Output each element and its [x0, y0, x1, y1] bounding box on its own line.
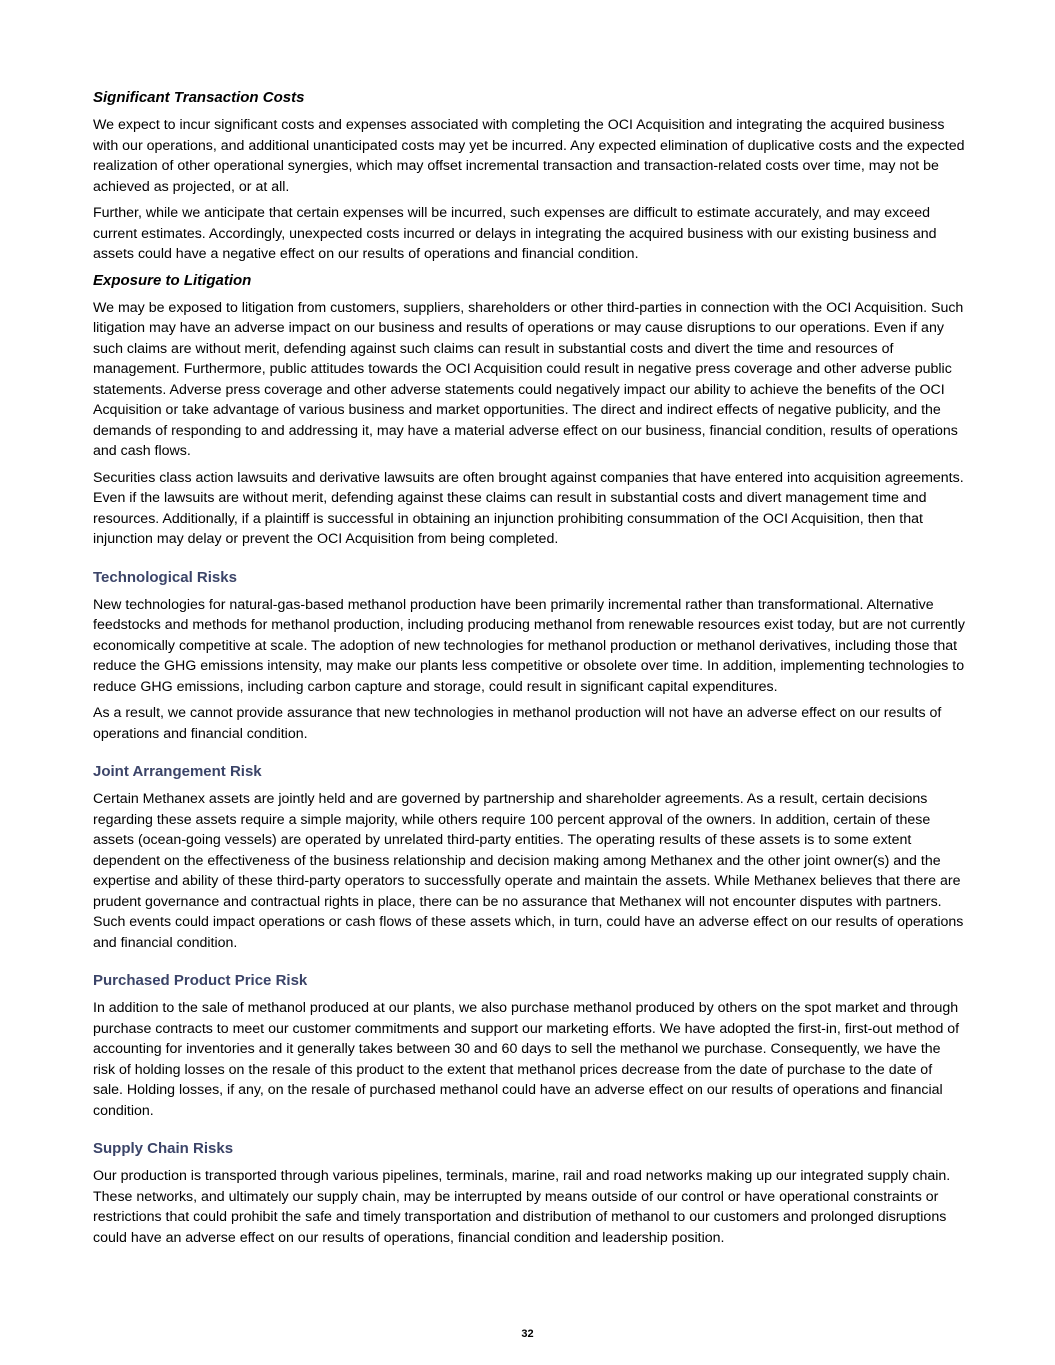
paragraph: We may be exposed to litigation from customers, suppliers, shareholders or other third-parties in connection with the OCI Acquisition. Such litigation may have an adverse impact on our business and results of operations or may cause disruptions to our operations. Even if any such claims are without merit, defending against such claims can result in substantial costs and divert the time and resources of management. Furthermore, public attitudes towards the OCI Acquisition could result in negative press coverage and other adverse public statements. Adverse press coverage and other adverse statements could negatively impact our ability to achieve the benefits of the OCI Acquisition or take advantage of various business and market opportunities. The direct and indirect effects of negative publicity, and the demands of responding to and addressing it, may have a material adverse effect on our business, financial condition, results of operations and cash flows.	[93, 299, 964, 459]
paragraph: As a result, we cannot provide assurance that new technologies in methanol production will not have an adverse effect on our results of operations and financial condition.	[93, 705, 942, 742]
heading-supply-chain-risks: Supply Chain Risks	[93, 1140, 234, 1157]
document-page	[93, 88, 965, 1254]
heading-exposure-to-litigation: Exposure to Litigation	[93, 271, 252, 289]
paragraph: New technologies for natural-gas-based methanol production have been primarily incremental rather than transformational. Alternative feedstocks and methods for methanol production, including producing methanol from renewable resources exist today, but are not currently economically competitive at scale. The adoption of new technologies for methanol production or methanol derivatives, including those that reduce the GHG emissions intensity, may make our plants less competitive or obsolete over time. In addition, implementing technologies to reduce GHG emissions, including carbon capture and storage, could result in significant capital expenditures.	[93, 596, 965, 695]
heading-joint-arrangement-risk: Joint Arrangement Risk	[93, 763, 262, 780]
paragraph: Certain Methanex assets are jointly held and are governed by partnership and shareholder agreements. As a result, certain decisions regarding these assets require a simple majority, while others require 100 percent approval of the owners. In addition, certain of these assets (ocean-going vessels) are operated by unrelated third-party entities. The operating results of these assets is to some extent dependent on the effectiveness of the business relationship and decision making among Methanex and the other joint owner(s) and the expertise and ability of these third-party operators to successfully operate and maintain the assets. While Methanex believes that there are prudent governance and contractual rights in place, there can be no assurance that Methanex will not encounter disputes with partners. Such events could impact operations or cash flows of these assets which, in turn, could have an adverse effect on our results of operations and financial condition.	[93, 791, 964, 951]
paragraph: We expect to incur significant costs and expenses associated with completing the OCI Acquisition and integrating the acquired business with our operations, and additional unanticipated costs may yet be incurred. Any expected elimination of duplicative costs and the expected realization of other operational synergies, which may offset incremental transaction and transaction-related costs over time, may not be achieved as projected, or at all.	[93, 117, 965, 195]
heading-technological-risks: Technological Risks	[93, 568, 237, 586]
paragraph: Our production is transported through various pipelines, terminals, marine, rail and road networks making up our integrated supply chain. These networks, and ultimately our supply chain, may be interrupted by means outside of our control or have operational constraints or restrictions that could prohibit the safe and timely transportation and distribution of methanol to our customers and prolonged disruptions could have an adverse effect on our results of operations, financial condition and leadership position.	[93, 1168, 951, 1246]
heading-purchased-product-price-risk: Purchased Product Price Risk	[93, 972, 308, 989]
paragraph: In addition to the sale of methanol produced at our plants, we also purchase methanol produced by others on the spot market and through purchase contracts to meet our customer commitments and support our marketing efforts. We have adopted the first-in, first-out method of accounting for inventories and it generally takes between 30 and 60 days to sell the methanol we purchase. Consequently, we have the risk of holding losses on the resale of this product to the extent that methanol prices decrease from the date of purchase to the date of sale. Holding losses, if any, on the resale of purchased methanol could have an adverse effect on our results of operations and financial condition.	[93, 1000, 960, 1119]
heading-transaction-costs: Significant Transaction Costs	[93, 89, 305, 106]
paragraph: Securities class action lawsuits and derivative lawsuits are often brought against companies that have entered into acquisition agreements. Even if the lawsuits are without merit, defending against these claims can result in substantial costs and divert management time and resources. Additionally, if a plaintiff is successful in obtaining an injunction prohibiting consummation of the OCI Acquisition, then that injunction may delay or prevent the OCI Acquisition from being completed.	[93, 469, 964, 547]
paragraph: Further, while we anticipate that certain expenses will be incurred, such expenses are difficult to estimate accurately, and may exceed current estimates. Accordingly, unexpected costs incurred or delays in integrating the acquired business with our existing business and assets could have a negative effect on our results of operations and financial condition.	[93, 205, 937, 262]
page-number: 32	[521, 1328, 534, 1340]
